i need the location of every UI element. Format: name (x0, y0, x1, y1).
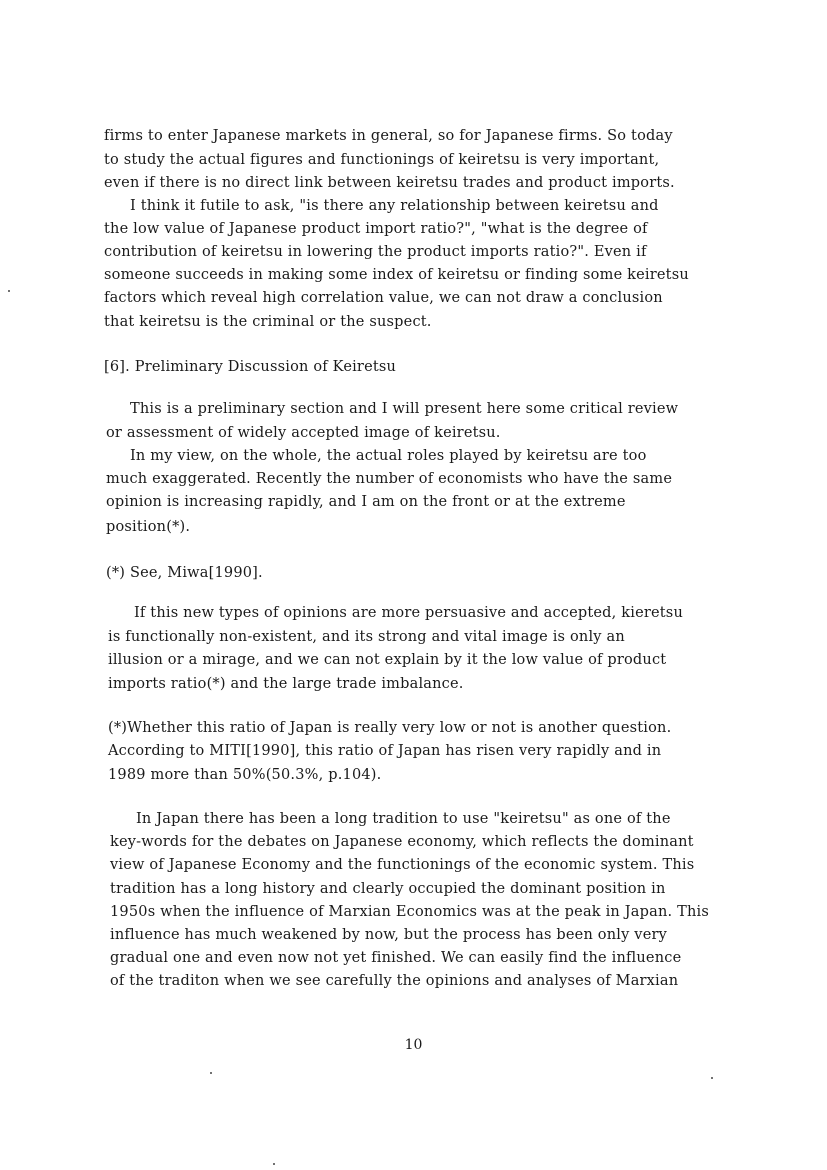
text-line: to study the actual figures and functionings of keiretsu is very important, (104, 152, 660, 168)
text-line: much exaggerated. Recently the number of economists who have the same (106, 471, 673, 487)
text-line: influence has much weakened by now, but the process has been only very (110, 927, 667, 943)
footnote: (*) See, Miwa[1990]. (106, 565, 263, 581)
text-line: key-words for the debates on Japanese economy, which reflects the dominant (110, 834, 694, 850)
text-line: position(*). (106, 519, 191, 535)
text-line: the low value of Japanese product import ratio?", "what is the degree of (104, 221, 648, 237)
page-number: 10 (404, 1037, 423, 1053)
text-line: contribution of keiretsu in lowering the product imports ratio?". Even if (104, 244, 647, 260)
footnote: 1989 more than 50%(50.3%, p.104). (108, 767, 382, 783)
text-line: that keiretsu is the criminal or the suspect. (104, 314, 432, 330)
text-line: In Japan there has been a long tradition to use "keiretsu" as one of the (136, 811, 671, 827)
text-line: I think it futile to ask, "is there any relationship between keiretsu and (130, 198, 659, 214)
text-line: view of Japanese Economy and the functionings of the economic system. This (110, 857, 695, 873)
text-line: of the traditon when we see carefully the opinions and analyses of Marxian (110, 973, 679, 989)
text-line: If this new types of opinions are more persuasive and accepted, kieretsu (134, 605, 683, 621)
text-line: illusion or a mirage, and we can not explain by it the low value of product (108, 652, 667, 668)
text-line: someone succeeds in making some index of keiretsu or finding some keiretsu (104, 267, 689, 283)
text-line: imports ratio(*) and the large trade imbalance. (108, 676, 464, 692)
scan-speck (273, 1163, 275, 1165)
scan-speck (210, 1072, 212, 1074)
text-line: is functionally non-existent, and its strong and vital image is only an (108, 629, 625, 645)
text-line: opinion is increasing rapidly, and I am on the front or at the extreme (106, 494, 626, 510)
footnote: According to MITI[1990], this ratio of Japan has risen very rapidly and in (108, 743, 662, 759)
text-line: 1950s when the influence of Marxian Economics was at the peak in Japan. This (110, 904, 709, 920)
text-line: In my view, on the whole, the actual roles played by keiretsu are too (130, 448, 647, 464)
text-line: gradual one and even now not yet finished. We can easily find the influence (110, 950, 682, 966)
text-line: factors which reveal high correlation value, we can not draw a conclusion (104, 290, 663, 306)
text-line: This is a preliminary section and I will present here some critical review (130, 401, 679, 417)
scan-speck (8, 290, 10, 292)
text-line: firms to enter Japanese markets in general, so for Japanese firms. So today (104, 128, 673, 144)
text-line: even if there is no direct link between keiretsu trades and product imports. (104, 175, 675, 191)
footnote: (*)Whether this ratio of Japan is really very low or not is another question. (108, 720, 672, 736)
text-line: or assessment of widely accepted image of keiretsu. (106, 425, 501, 441)
section-heading: [6]. Preliminary Discussion of Keiretsu (104, 359, 397, 375)
text-line: tradition has a long history and clearly occupied the dominant position in (110, 881, 666, 897)
scan-speck (711, 1077, 713, 1079)
